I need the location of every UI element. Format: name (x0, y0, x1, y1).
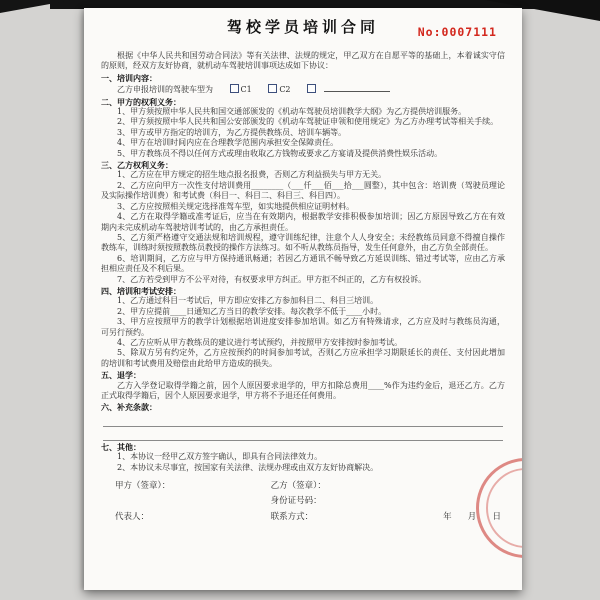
party-b-label: 乙方（签章）： (270, 481, 326, 492)
vehicle-type-blank (324, 83, 390, 92)
signature-row (101, 481, 505, 491)
clause: 2、本协议未尽事宜，按国家有关法律、法规办理或由双方友好协商解决。 (117, 462, 379, 472)
withdrawal-clause: 乙方入学登记取得学籍之前，因个人原因要求退学的，甲方扣除总费用____%作为违约金后，退还乙方。乙方正式取得学籍后，因个人原因要求退学，甲方将不予退还任何费用。 (101, 380, 505, 400)
id-number-label: 身份证号码： (270, 496, 322, 507)
clause: 2、甲方须按照中华人民共和国公安部颁发的《机动车驾驶证申领和使用规定》为乙方办理考试等相关手续。 (117, 117, 499, 127)
clause: 2、甲方应提前____日通知乙方当日的教学安排。每次教学不低于____小时。 (117, 306, 387, 316)
section-4-heading: 四、培训和考试安排： (101, 285, 181, 296)
checkbox-other-icon (307, 84, 316, 93)
date-line: 年 月 日 (443, 511, 501, 522)
clause: 1、乙方应在甲方规定的招生地点报名报费，否则乙方利益损失与甲方无关。 (117, 170, 387, 180)
signature-row (101, 496, 505, 506)
clause: 5、乙方须严格遵守交通法规和培训规程，遵守训练纪律，注意个人人身安全；未经教练员同意不得擅自操作教练车，训练时须按照教练员教授的操作方法练习。如不听从教练员指导，发生任何意外，由乙方负全部责任。 (101, 232, 505, 253)
vehicle-option-c2: C2 (279, 85, 291, 95)
serial-number: No:0007111 (417, 25, 497, 39)
vehicle-type-line (101, 83, 505, 95)
vehicle-type-lead: 乙方申报培训的驾驶车型为 (117, 85, 213, 95)
party-a-spacer (101, 496, 271, 506)
clause: 4、乙方应听从甲方教练员的建议进行考试预约，并按照甲方安排按时参加考试。 (117, 337, 403, 347)
supplement-blank-line (103, 413, 503, 427)
vehicle-option-c1: C1 (240, 85, 252, 95)
checkbox-c2-icon (268, 84, 277, 93)
contract-page (84, 8, 522, 590)
section-3-heading: 三、乙方权利义务： (101, 160, 173, 171)
clause: 1、甲方须按照中华人民共和国交通部颁发的《机动车驾驶员培训教学大纲》为乙方提供培训服务。 (117, 107, 467, 117)
clause: 3、乙方应按照相关规定选择准驾车型，如实地提供相应证明材料。 (117, 201, 355, 211)
section-2-heading: 二、甲方的权利义务： (101, 96, 181, 107)
title-row (101, 18, 505, 44)
clause: 7、乙方若受到甲方不公平对待，有权要求甲方纠正。甲方拒不纠正的，乙方有权投诉。 (117, 274, 427, 284)
checkbox-c1-icon (230, 84, 239, 93)
section-5-heading: 五、退学： (101, 370, 141, 381)
clause: 4、甲方在培训时间内应在合理教学范围内承担安全保障责任。 (117, 138, 339, 148)
contact-label: 联系方式： (270, 511, 314, 522)
clause: 5、甲方教练员不得以任何方式或理由收取乙方钱物或要求乙方宴请及提供消费性娱乐活动。 (117, 148, 443, 158)
party-a-label: 甲方（签章）： (115, 481, 171, 492)
clause: 2、乙方应向甲方一次性支付培训费用________（___仟___佰___拾___圆整），其中包含：培训费（驾驶员理论及实际操作培训费）和考试费（科目一、科目二、科目三、科目四）。 (101, 180, 505, 201)
representative-label: 代表人： (115, 511, 150, 522)
clause: 1、本协议一经甲乙双方签字确认，即具有合同法律效力。 (117, 452, 323, 462)
clause: 1、乙方通过科目一考试后，甲方即应安排乙方参加科目二、科目三培训。 (117, 296, 379, 306)
clause: 3、甲方或甲方指定的培训方，为乙方提供教练员、培训车辆等。 (117, 127, 347, 137)
signature-block (101, 481, 505, 522)
supplement-blank-line (103, 427, 503, 441)
section-1-heading: 一、培训内容： (101, 72, 157, 83)
section-6-heading: 六、补充条款： (101, 402, 157, 413)
signature-row (101, 512, 505, 522)
clause: 6、培训期间，乙方应与甲方保持通讯畅通；若因乙方通讯不畅导致乙方延误训练、错过考试等，应由乙方承担相应责任及不利后果。 (101, 253, 505, 274)
clause: 3、甲方应按照甲方的教学计划根据培训进度安排参加培训。如乙方有特殊请求，乙方应及时与教练员沟通，可另行预约。 (101, 317, 505, 337)
clause: 4、乙方在取得学籍或准考证后，应当在有效期内，根据教学安排积极参加培训；因乙方原因导致乙方在有效期内未完成机动车驾驶培训考试的，由乙方承担责任。 (101, 212, 505, 232)
section-7-heading: 七、其他： (101, 441, 141, 452)
intro-paragraph: 根据《中华人民共和国劳动合同法》等有关法律、法规的规定，甲乙双方在自愿平等的基础上，本着诚实守信的原则，经双方友好协商，就机动车驾驶培训事项达成如下协议： (101, 51, 505, 71)
clause: 5、除双方另有约定外，乙方应按预约的时间参加考试，否则乙方应承担学习期限延长的责任、支付因此增加的培训和考试费用及赔偿由此给甲方造成的损失。 (101, 348, 505, 368)
page-title: 驾校学员培训合同 (226, 18, 379, 36)
